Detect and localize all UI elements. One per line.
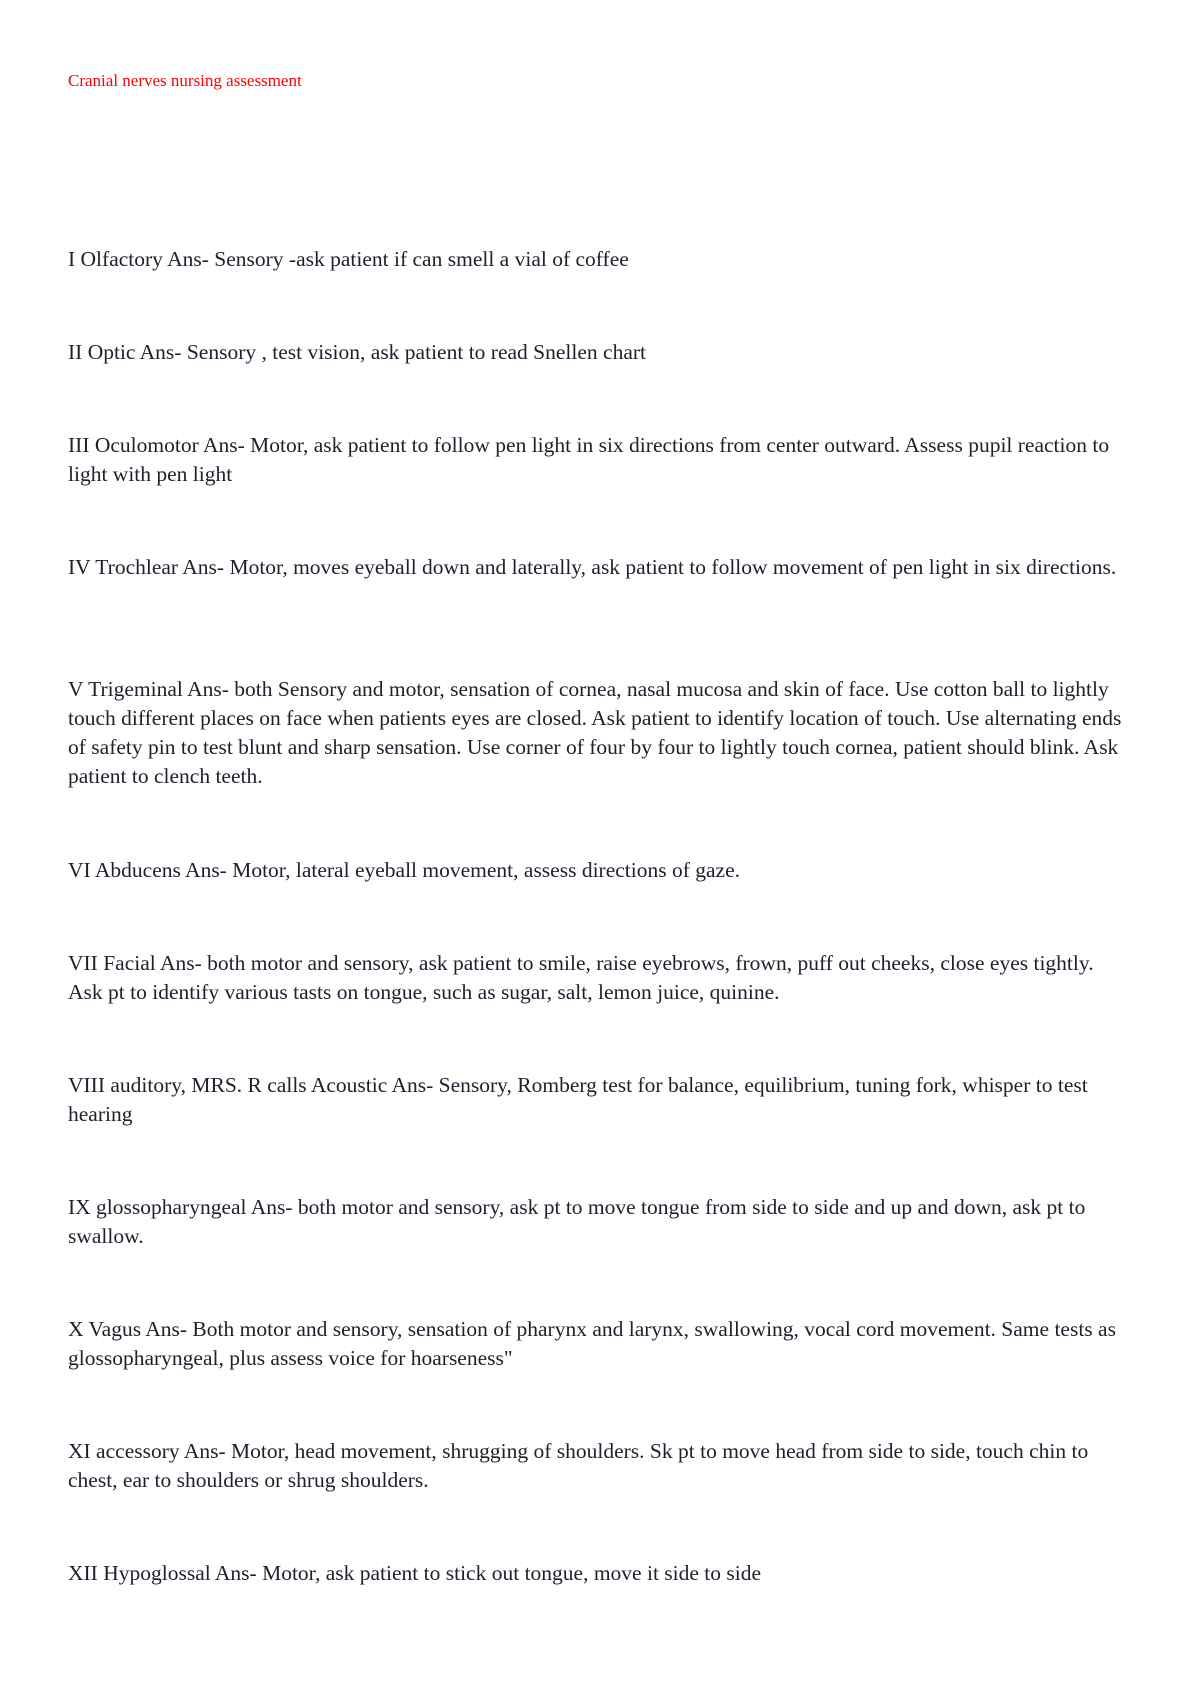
entry-optic: II Optic Ans- Sensory , test vision, ask patient to read Snellen chart: [68, 340, 646, 364]
entry-abducens: VI Abducens Ans- Motor, lateral eyeball movement, assess directions of gaze.: [68, 858, 741, 882]
entry-accessory: XI accessory Ans- Motor, head movement, shrugging of shoulders. Sk pt to move head from side to side, touch chin to chest, ear to shoulders or shrug shoulders.: [68, 1439, 1089, 1492]
entry-glossopharyngeal: IX glossopharyngeal Ans- both motor and sensory, ask pt to move tongue from side to side and up and down, ask pt to swallow.: [68, 1195, 1086, 1248]
document-title: Cranial nerves nursing assessment: [68, 71, 302, 90]
entry-auditory: VIII auditory, MRS. R calls Acoustic Ans- Sensory, Romberg test for balance, equilibrium, tuning fork, whisper to test hearing: [68, 1073, 1088, 1126]
entry-facial: VII Facial Ans- both motor and sensory, ask patient to smile, raise eyebrows, frown, puff out cheeks, close eyes tightly. Ask pt to identify various tasts on tongue, such as sugar, salt, lemon juice, quinine.: [68, 951, 1094, 1004]
entry-hypoglossal: XII Hypoglossal Ans- Motor, ask patient to stick out tongue, move it side to side: [68, 1561, 762, 1585]
entry-trigeminal: V Trigeminal Ans- both Sensory and motor, sensation of cornea, nasal mucosa and skin of face. Use cotton ball to lightly touch different places on face when patients eyes are closed. Ask patient to identify location of touch. Use alternating ends of safety pin to test blunt and sharp sensation. Use corner of four by four to lightly touch cornea, patient should blink. Ask patient to clench teeth.: [68, 677, 1122, 788]
entry-vagus: X Vagus Ans- Both motor and sensory, sensation of pharynx and larynx, swallowing, vocal cord movement. Same tests as glossopharyngeal, plus assess voice for hoarseness": [68, 1317, 1116, 1370]
entry-oculomotor: III Oculomotor Ans- Motor, ask patient to follow pen light in six directions from center outward. Assess pupil reaction to light with pen light: [68, 433, 1110, 486]
entry-trochlear: IV Trochlear Ans- Motor, moves eyeball down and laterally, ask patient to follow movement of pen light in six directions.: [68, 555, 1117, 579]
entry-olfactory: I Olfactory Ans- Sensory -ask patient if can smell a vial of coffee: [68, 247, 629, 271]
